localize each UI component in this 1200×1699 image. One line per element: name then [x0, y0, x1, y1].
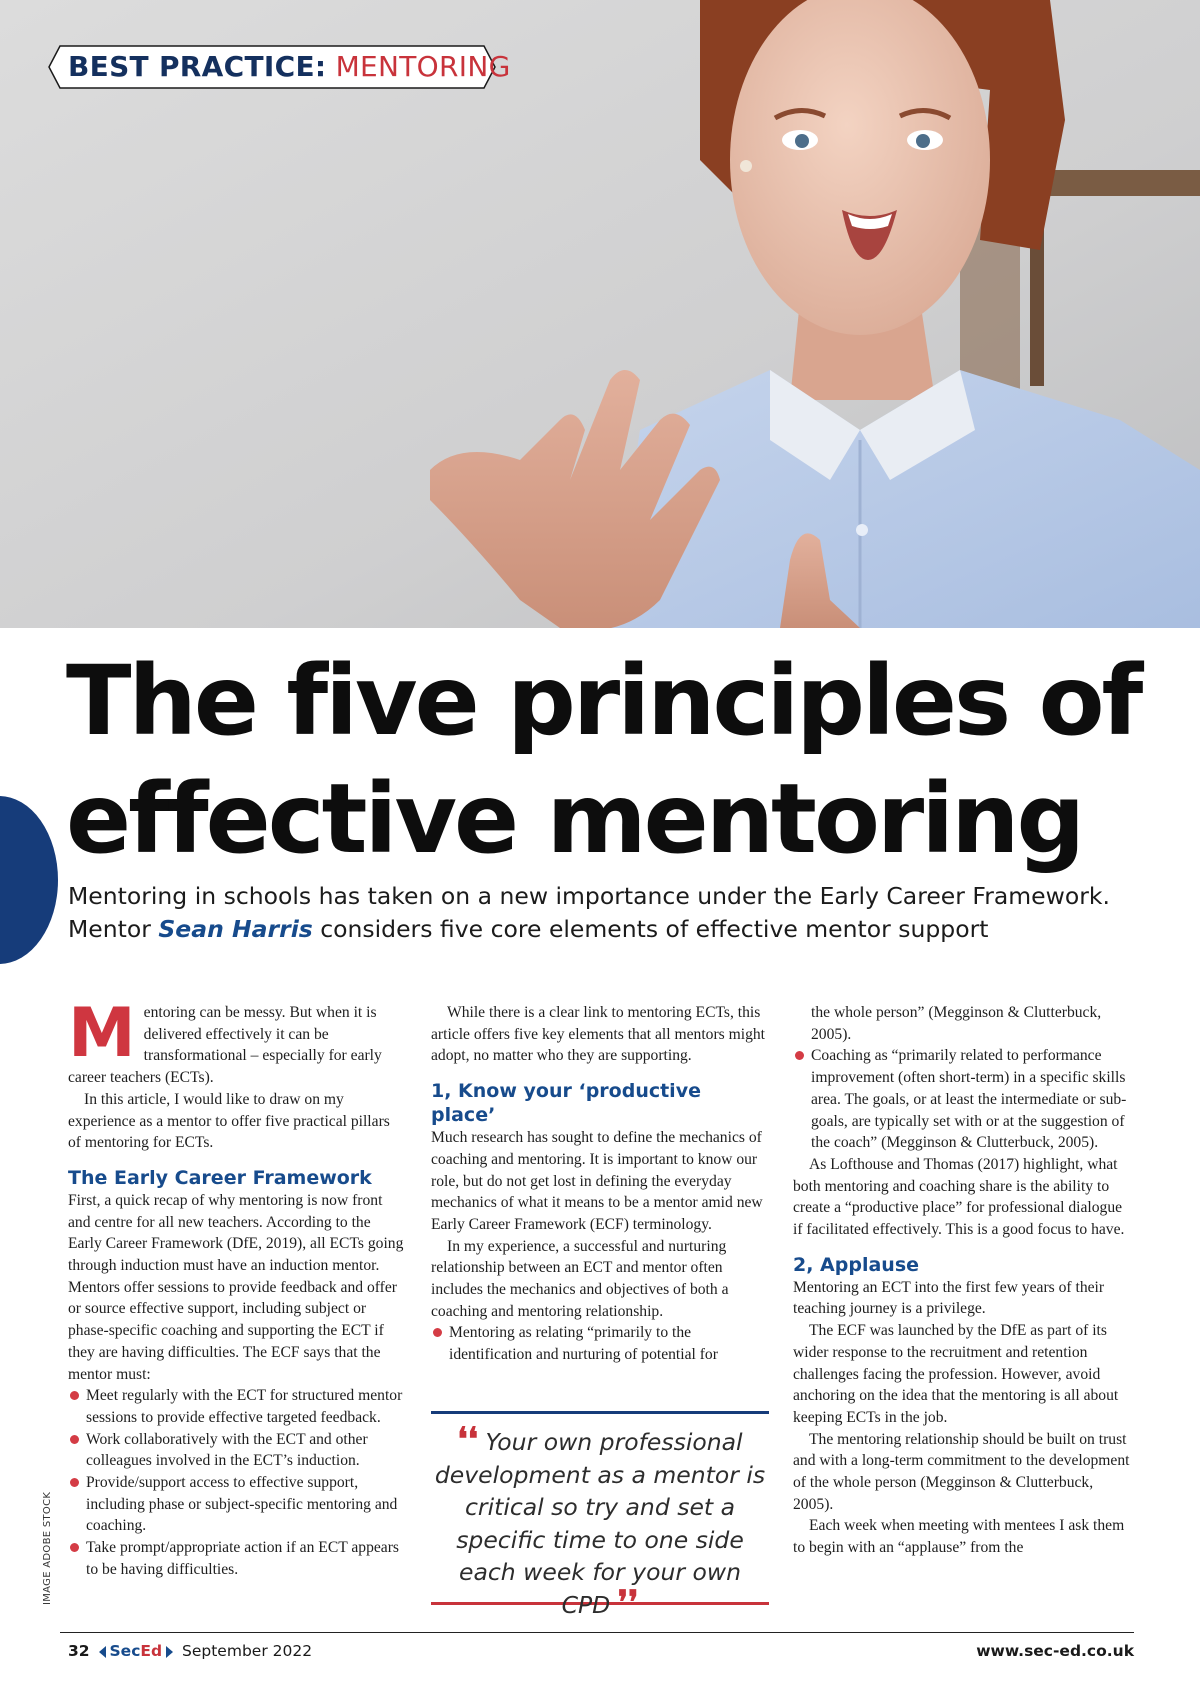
triangle-right-icon	[166, 1646, 173, 1658]
subheading-ecf: The Early Career Framework	[68, 1166, 372, 1189]
paragraph: As Lofthouse and Thomas (2017) highlight, what both mentoring and coaching share is the ability to create a “productive place” for professional dialogue if facilitated effectively. This is a good focus to have.	[793, 1155, 1125, 1239]
standfirst-prefix: Mentor	[68, 915, 159, 943]
paragraph: While there is a clear link to mentoring ECTs, this article offers five key elements that all mentors might adopt, no matter who they are supporting.	[431, 1004, 766, 1065]
paragraph: The ECF was launched by the DfE as part of its wider response to the recruitment and retention challenges facing the profession. However, avoid anchoring on the idea that the mentoring is all about keeping ECTs in the job.	[793, 1322, 1119, 1426]
paragraph: Each week when meeting with mentees I ask them to begin with an “applause” from the	[793, 1517, 1125, 1557]
standfirst-suffix: considers five core elements of effective mentor support	[312, 915, 989, 943]
pull-quote-text	[431, 1420, 769, 1621]
ecf-bullet-list	[68, 1385, 404, 1580]
headline-line-2: effective mentoring	[66, 763, 1083, 875]
section-tag	[48, 45, 511, 89]
intro-paragraph	[68, 994, 404, 1089]
intro-text: entoring can be messy. But when it is delivered effectively it can be transformational – especially for early career teachers (ECTs).	[68, 1004, 382, 1087]
blue-side-tab	[0, 796, 58, 964]
section-tag-label	[68, 49, 511, 85]
bullet-item: Provide/support access to effective support, including phase or subject-specific mentoring and coaching.	[68, 1472, 404, 1537]
footer-left	[68, 1640, 312, 1662]
paragraph: In my experience, a successful and nurturing relationship between an ECT and mentor often includes the mechanics and objectives of both a coaching and mentoring relationship.	[431, 1237, 729, 1320]
close-quote-icon: ❜❜	[617, 1582, 639, 1621]
body-column-3	[793, 1002, 1133, 1559]
bullet-continuation: the whole person” (Megginson & Clutterbuck, 2005).	[811, 1004, 1102, 1043]
paragraph: In this article, I would like to draw on my experience as a mentor to offer five practical pillars of mentoring for ECTs.	[68, 1090, 390, 1152]
pull-quote	[431, 1411, 769, 1621]
logo-sec: Sec	[109, 1642, 141, 1660]
page-number: 32	[68, 1642, 90, 1660]
bullet-item: Meet regularly with the ECT for structured mentor sessions to provide effective targeted feedback.	[68, 1385, 404, 1428]
bullet-item: Work collaboratively with the ECT and other colleagues involved in the ECT’s induction.	[68, 1429, 404, 1472]
logo-ed: Ed	[140, 1642, 163, 1660]
hero-illustration	[0, 0, 1200, 628]
paragraph: The mentoring relationship should be built on trust and with a long-term commitment to the development of the whole person (Megginson & Clutterbuck, 2005).	[793, 1430, 1130, 1513]
body-column-1	[68, 994, 404, 1581]
footer-url[interactable]: www.sec-ed.co.uk	[976, 1642, 1134, 1660]
headline-line-1: The five principles of	[66, 645, 1141, 757]
bullet-item: Mentoring as relating “primarily to the identification and nurturing of potential for	[431, 1322, 771, 1365]
paragraph: First, a quick recap of why mentoring is now front and centre for all new teachers. According to the Early Career Framework (DfE, 2019), all ECTs going through induction must have an induction mentor. Mentors offer sessions to provide feedback and offer or source effective support, including subject or phase-specific coaching and supporting the ECT if they are having difficulties. The ECF says that the mentor must:	[68, 1191, 404, 1383]
paragraph: Mentoring an ECT into the first few years of their teaching journey is a privilege.	[793, 1278, 1105, 1318]
paragraph: Much research has sought to define the mechanics of coaching and mentoring. It is important to know our role, but do not get lost in defining the everyday mechanics of what it means to be a mentor amid new Early Career Framework (ECF) terminology.	[431, 1129, 763, 1233]
footer-rule	[60, 1632, 1134, 1633]
bullet-item: Coaching as “primarily related to performance improvement (often short-term) in a specific skills area. The goals, or at least the intermediate or sub-goals, are typically set with or at the suggestion of the coach” (Megginson & Clutterbuck, 2005).	[793, 1045, 1133, 1154]
section-tag-light: MENTORING	[335, 50, 511, 83]
mentoring-bullet-list	[431, 1322, 771, 1365]
bullet-item: Take prompt/appropriate action if an ECT appears to be having difficulties.	[68, 1537, 404, 1580]
body-column-2	[431, 1002, 771, 1366]
author-name: Sean Harris	[158, 915, 313, 943]
pull-quote-body: Your own professional development as a mentor is critical so try and set a specific time to one side each week for your own CPD	[434, 1428, 766, 1619]
image-credit: IMAGE ADOBE STOCK	[42, 1491, 53, 1605]
section-tag-strong: BEST PRACTICE:	[68, 50, 327, 83]
open-quote-icon: ❛❛	[457, 1420, 479, 1458]
issue-date: September 2022	[182, 1642, 313, 1660]
standfirst	[68, 880, 1168, 946]
subheading-applause: 2, Applause	[793, 1253, 920, 1276]
standfirst-line-1: Mentoring in schools has taken on a new importance under the Early Career Framework.	[68, 882, 1110, 910]
coaching-bullet-list	[793, 1045, 1133, 1154]
drop-cap: M	[68, 994, 136, 1073]
triangle-left-icon	[99, 1646, 106, 1658]
hero-photo	[0, 0, 1200, 628]
subheading-productive-place: 1, Know your ‘productive place’	[431, 1080, 701, 1127]
article-headline	[66, 642, 1166, 878]
